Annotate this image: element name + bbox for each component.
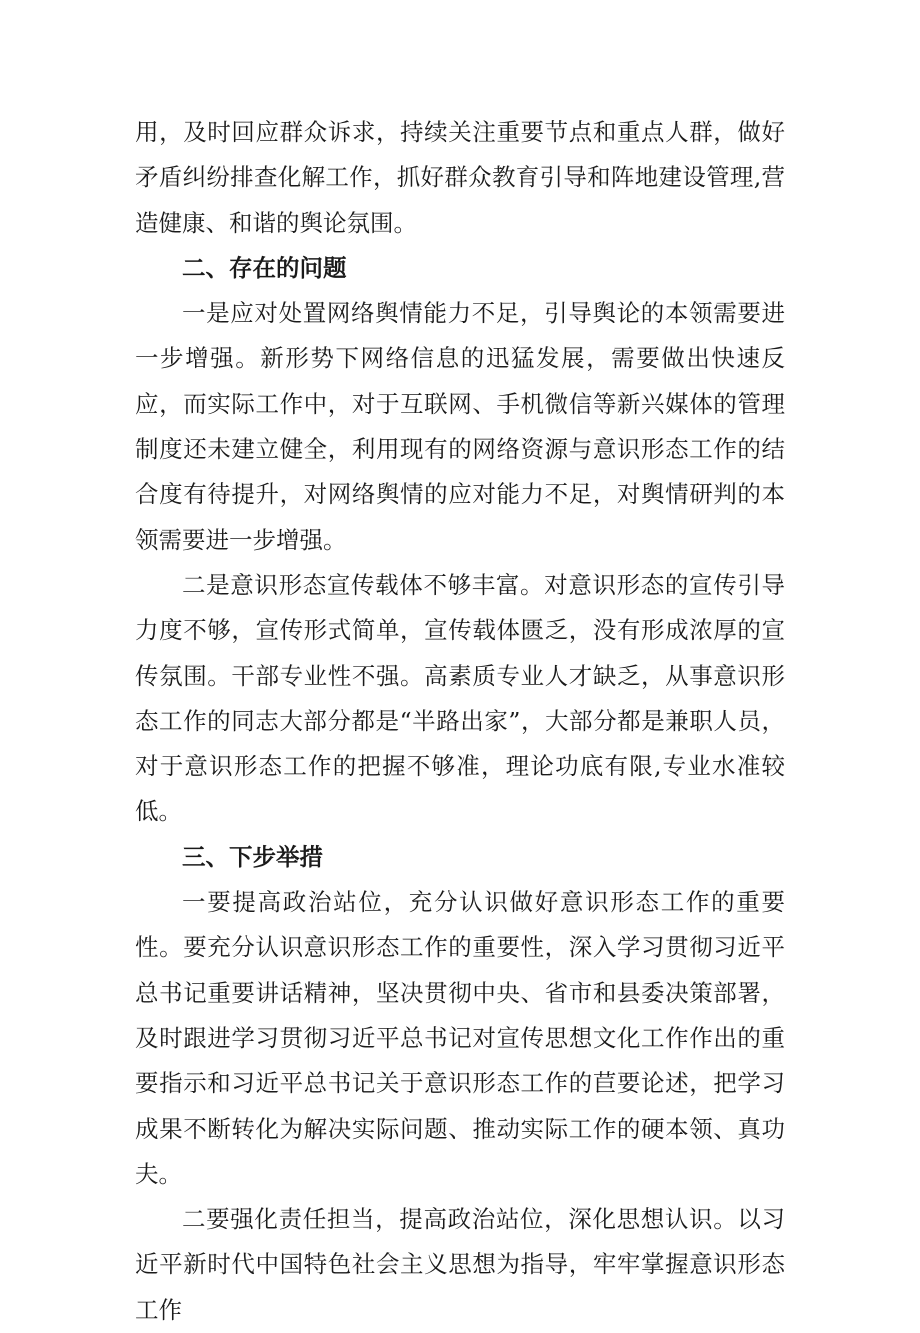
document-body	[135, 110, 785, 1333]
section-heading-problems: 二、存在的问题	[182, 253, 347, 282]
paragraph-measure-two: 二要强化责任担当，提高政治站位，深化思想认识。以习近平新时代中国特色社会主义思想为指导，牢牢掌握意识形态工作	[135, 1205, 785, 1324]
paragraph-problem-two: 二是意识形态宣传载体不够丰富。对意识形态的宣传引导力度不够，宣传形式简单，宣传载体匮乏，没有形成浓厚的宣传氛围。干部专业性不强。高素质专业人才缺乏，从事意识形态工作的同志大部分都是“半路出家”，大部分都是兼职人员，对于意识形态工作的把握不够准，理论功底有限,专业水准较低。	[135, 570, 785, 826]
paragraph-problem-one: 一是应对处置网络舆情能力不足，引导舆论的本领需要进一步增强。新形势下网络信息的迅猛发展，需要做出快速反应，而实际工作中，对于互联网、手机微信等新兴媒体的管理制度还未建立健全，利用现有的网络资源与意识形态工作的结合度有待提升，对网络舆情的应对能力不足，对舆情研判的本领需要进一步增强。	[135, 299, 785, 554]
paragraph-continuation: 用，及时回应群众诉求，持续关注重要节点和重点人群，做好矛盾纠纷排查化解工作，抓好群众教育引导和阵地建设管理,营造健康、和谐的舆论氛围。	[135, 118, 785, 237]
paragraph-measure-one: 一要提高政治站位，充分认识做好意识形态工作的重要性。要充分认识意识形态工作的重要性，深入学习贯彻习近平总书记重要讲话精神，坚决贯彻中央、省市和县委决策部署，及时跟进学习贯彻习近平总书记对宣传思想文化工作作出的重要指示和习近平总书记关于意识形态工作的苣要论述，把学习成果不断转化为解决实际问题、推动实际工作的硬本领、真功夫。	[135, 888, 785, 1188]
section-heading-next-steps: 三、下步举措	[182, 842, 323, 871]
